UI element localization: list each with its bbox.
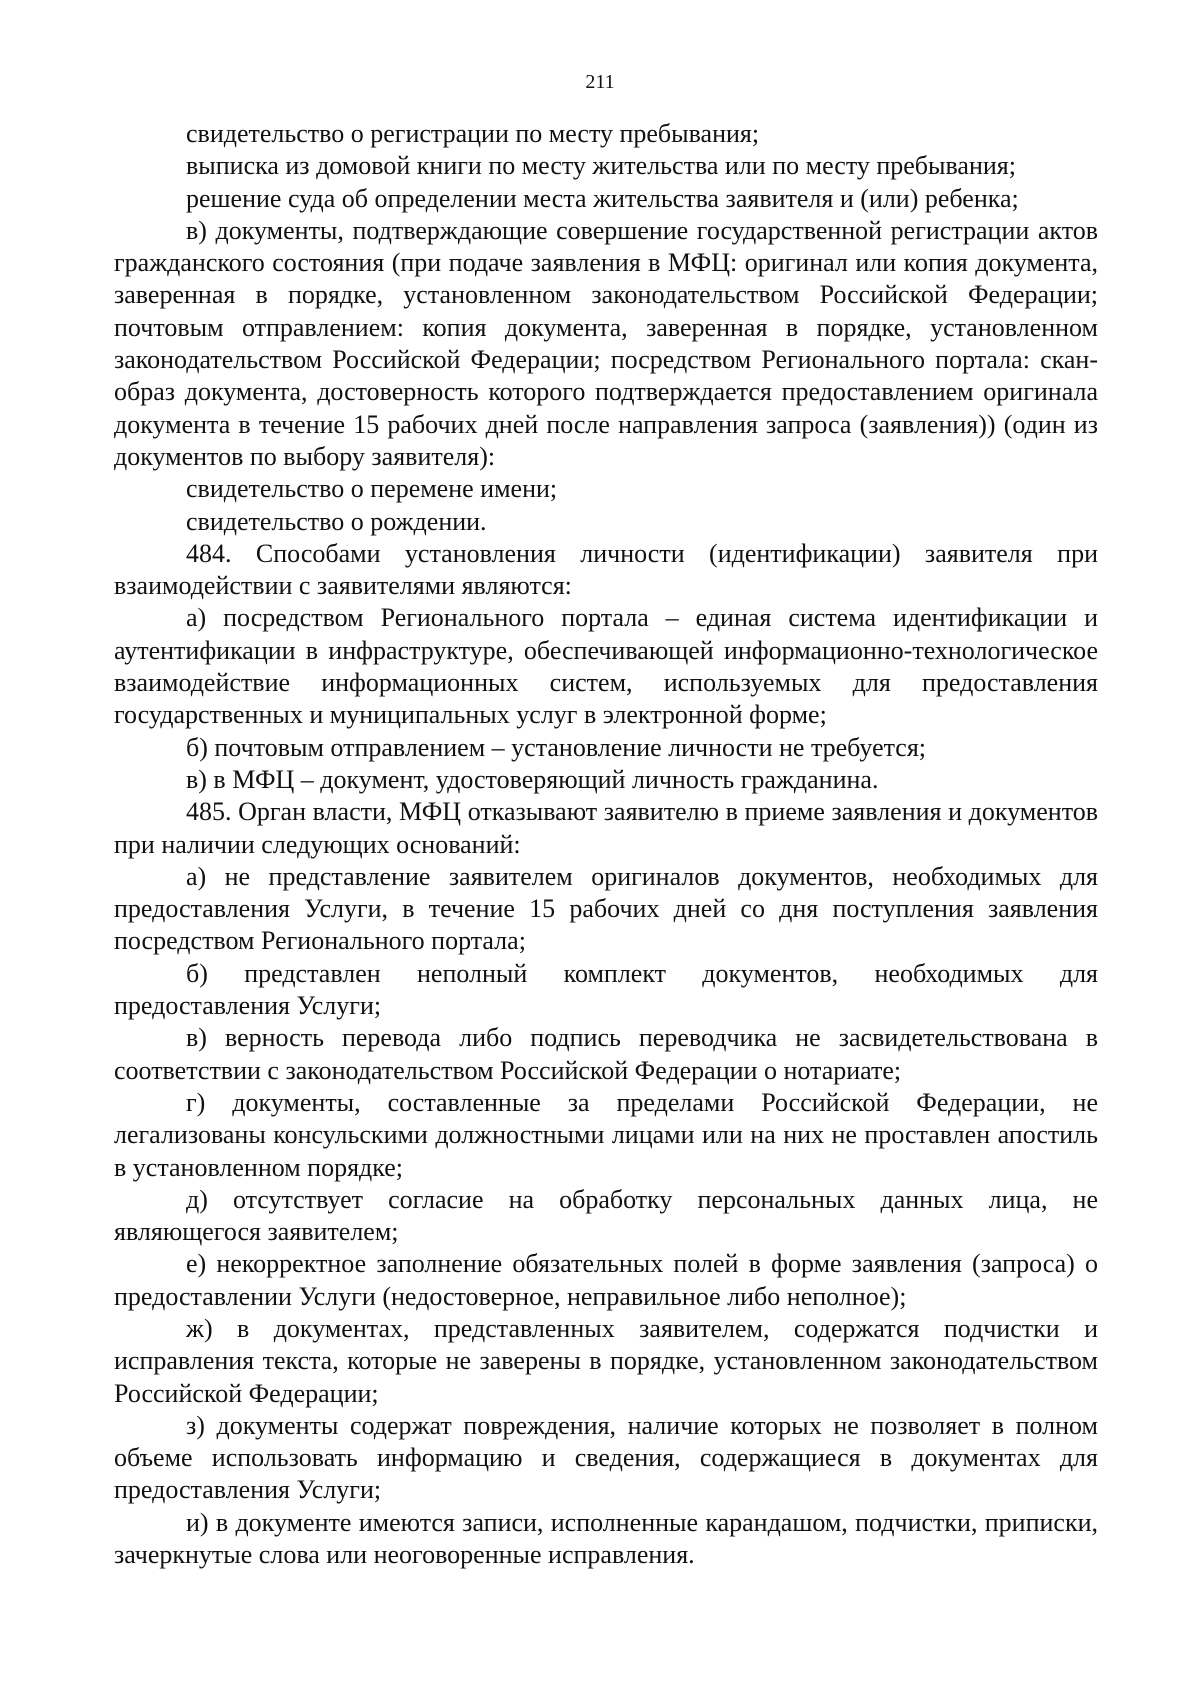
paragraph: в) верность перевода либо подпись переводчика не засвидетельствована в соответствии с законодательством Российской Федерации о нотариате;	[114, 1023, 1098, 1085]
paragraph: и) в документе имеются записи, исполненные карандашом, подчистки, приписки, зачеркнутые слова или неоговоренные исправления.	[114, 1507, 1098, 1570]
paragraph: д) отсутствует согласие на обработку персональных данных лица, не являющегося заявителем;	[114, 1184, 1098, 1247]
paragraph: а) не представление заявителем оригиналов документов, необходимых для предоставления Услуги, в течение 15 рабочих дней со дня поступления заявления посредством Регионального портала;	[114, 861, 1098, 956]
paragraph: б) представлен неполный комплект документов, необходимых для предоставления Услуги;	[114, 958, 1098, 1021]
paragraph: 485. Орган власти, МФЦ отказывают заявителю в приеме заявления и документов при наличии следующих оснований:	[114, 797, 1098, 859]
paragraph: выписка из домовой книги по месту жительства или по месту пребывания;	[186, 151, 1016, 181]
paragraph: решение суда об определении места жительства заявителя и (или) ребенка;	[186, 183, 1019, 213]
paragraph: свидетельство о перемене имени;	[186, 474, 558, 504]
paragraph: в) документы, подтверждающие совершение государственной регистрации актов гражданского состояния (при подаче заявления в МФЦ: оригинал или копия документа, заверенная в порядке, установленном законодательством Российской Федерации; почтовым отправлением: копия документа, заверенная в порядке, установленном законодательством Российской Федерации; посредством Регионального портала: скан-образ документа, достоверность которого подтверждается предоставлением оригинала документа в течение 15 рабочих дней после направления запроса (заявления)) (один из документов по выбору заявителя):	[114, 215, 1098, 471]
paragraph: 484. Способами установления личности (идентификации) заявителя при взаимодействии с заявителями являются:	[114, 538, 1098, 601]
paragraph: свидетельство о рождении.	[186, 506, 487, 536]
paragraph: е) некорректное заполнение обязательных полей в форме заявления (запроса) о предоставлении Услуги (недостоверное, неправильное либо неполное);	[114, 1249, 1098, 1311]
page-number: 211	[585, 71, 615, 93]
paragraph: б) почтовым отправлением – установление личности не требуется;	[186, 732, 927, 762]
paragraph: а) посредством Регионального портала – единая система идентификации и аутентификации в инфраструктуре, обеспечивающей информационно-технологическое взаимодействие информационных систем, используемых для предоставления государственных и муниципальных услуг в электронной форме;	[114, 603, 1098, 730]
paragraph: в) в МФЦ – документ, удостоверяющий личность гражданина.	[186, 764, 879, 794]
paragraph: свидетельство о регистрации по месту пребывания;	[186, 119, 760, 148]
paragraph: ж) в документах, представленных заявителем, содержатся подчистки и исправления текста, которые не заверены в порядке, установленном законодательством Российской Федерации;	[114, 1313, 1098, 1408]
paragraph: з) документы содержат повреждения, наличие которых не позволяет в полном объеме использовать информацию и сведения, содержащиеся в документах для предоставления Услуги;	[114, 1410, 1098, 1505]
document-body	[114, 118, 1098, 1571]
paragraph: г) документы, составленные за пределами Российской Федерации, не легализованы консульскими должностными лицами или на них не проставлен апостиль в установленном порядке;	[114, 1087, 1098, 1182]
